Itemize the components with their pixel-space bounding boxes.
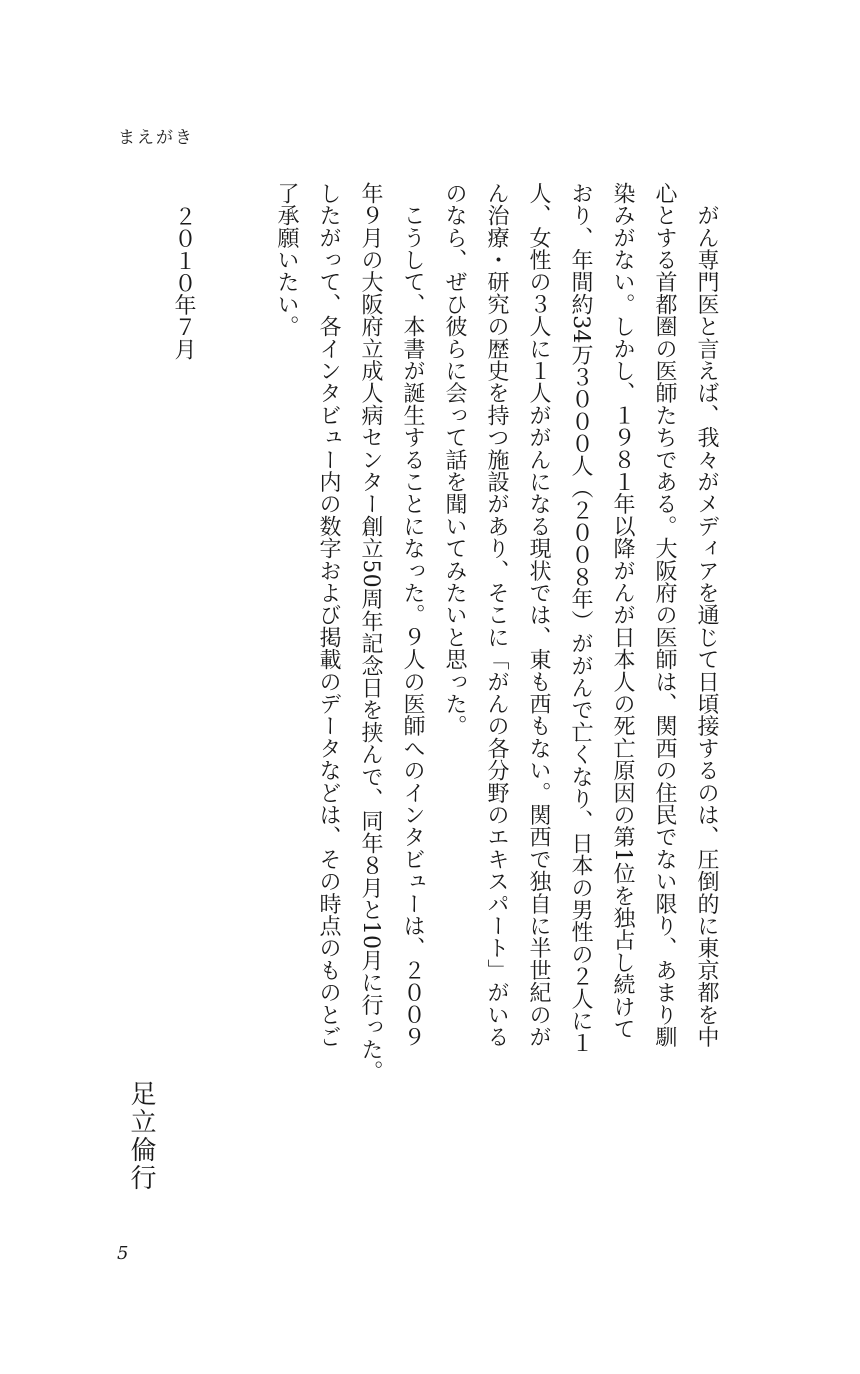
text-line: 染みがない。しかし、１９８１年以降がんが日本人の死亡原因の第1位を独占し続けて xyxy=(610,182,635,1040)
text-line: 人、女性の３人に１人ががんになる現状では、東も西もない。関西で独自に半世紀のが xyxy=(526,182,551,1048)
date-line: ２０１０年７月 xyxy=(171,205,196,361)
text-line: ん治療・研究の歴史を持つ施設があり、そこに「がんの各分野のエキスパート」がいる xyxy=(484,182,509,1048)
text-line: 年９月の大阪府立成人病センター創立50周年記念日を挟んで、同年８月と10月に行った。 xyxy=(358,182,383,1083)
author-name: 足立倫行 xyxy=(126,1080,156,1192)
text-line: おり、年間約34万３０００人（２００８年）ががんで亡くなり、日本の男性の２人に１ xyxy=(568,182,593,1054)
text-line: こうして、本書が誕生することになった。９人の医師へのインタビューは、２００９ xyxy=(400,182,425,1048)
body-text xyxy=(265,182,727,1244)
page-number: 5 xyxy=(117,1243,129,1264)
text-line: のなら、ぜひ彼らに会って話を聞いてみたいと思った。 xyxy=(442,182,467,737)
section-title: まえがき xyxy=(118,128,194,148)
text-line: したがって、各インタビュー内の数字および掲載のデータなどは、その時点のものとご xyxy=(316,182,341,1048)
text-line: 心とする首都圏の医師たちである。大阪府の医師は、関西の住民でない限り、あまり馴 xyxy=(652,182,677,1048)
text-line: 了承願いたい。 xyxy=(274,182,299,338)
text-line: がん専門医と言えば、我々がメディアを通じて日頃接するのは、圧倒的に東京都を中 xyxy=(694,182,719,1048)
